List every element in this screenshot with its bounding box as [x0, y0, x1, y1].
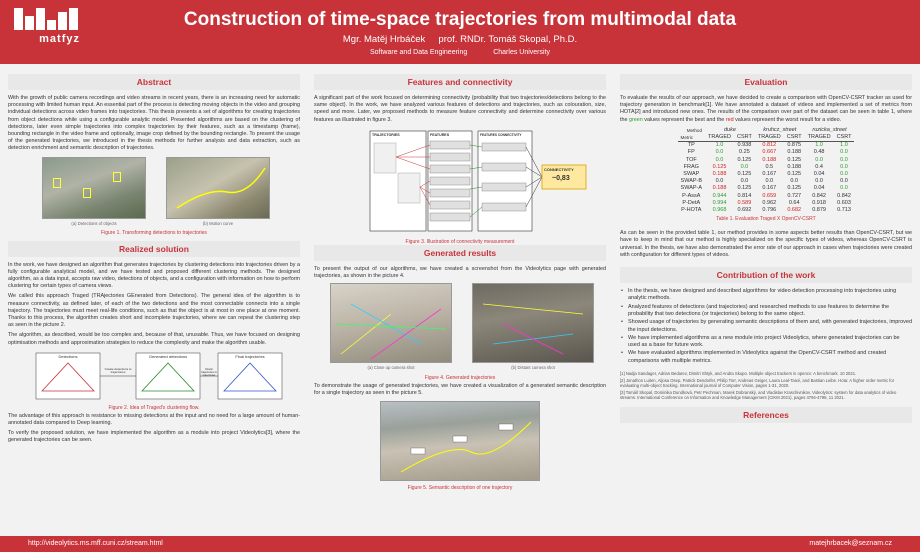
table-cell: 0.0: [840, 149, 848, 156]
realized-p1: In the work, we have designed an algorithm that generates trajectories by clustering detections into trajectories driven by a fully configurable analytical model, and we have tested and proposed different clustering methods. The designed algorithm, as a data input, accepts raw video, detections of objects, and a configuration with information on how to perform clustering for certain types of camera views.: [8, 261, 300, 290]
table-cell: 0.875: [787, 142, 802, 149]
table-metric-name: P-AssA: [682, 192, 701, 199]
subcaption-distant: (b) Distant camera shot: [511, 365, 555, 371]
table-cell: 0.04: [813, 185, 825, 192]
table-cell: 0.0: [765, 178, 774, 185]
table-row: [678, 171, 855, 178]
table-row: [678, 149, 855, 156]
table-cell: 0.0: [815, 156, 823, 163]
table-metric-name: FRAG: [683, 163, 699, 170]
table-cell: 0.0: [840, 185, 848, 192]
table-cell: 0.188: [712, 171, 727, 178]
reference-item: [1] Nadja Sandager, Adrian Bedarev, Dimitri Shtyk, and Andra Skupo. Multiple object trackers in opencv: A benchmark. 10 2021.: [620, 371, 857, 377]
list-item: • Analyzed features of detections (and trajectories) and researched methods to use features to determine the probability that two detections (or trajectories) belong to the same object.: [620, 304, 912, 319]
abstract-text: With the growth of public camera recordings and video streams in recent years, there is an increasing need for automatic processing with limited human input. An essential part of the process is detecting moving objects in the video and grouping individual detections across video frames into trajectories. This thesis presents a set of algorithms for creating trajectories from object detections while using a configurable analytic model. Presented algorithms are based on the clustering of detections, later even simple trajectories into complex trajectories by their features, such as a timestamp (frame), bounding rectangle in the video frame and optionally, image crop defined by the bounding rectangle. To present the usage of the generated trajectories, we introduced in the thesis methods for further analysis and data extraction, such as detection enrichment and semantic description of trajectories.: [8, 95, 300, 152]
diagram-features-conn-label: FEATURES CONNECTIVITY: [480, 132, 522, 137]
realized-p5: To verify the proposed solution, we have implemented the algorithm as a module into project Videolytics[3], where the generated trajectories can be seen.: [8, 430, 300, 444]
table-method-header: TRAGED: [757, 134, 781, 141]
table-cell: 0.125: [737, 156, 752, 163]
table-row: [678, 178, 855, 185]
table-cell: 0.125: [787, 171, 802, 178]
flow-label-detections: Detections: [58, 353, 78, 359]
table-cell: 0.188: [712, 185, 727, 192]
affiliation-univ: Charles University: [493, 49, 551, 56]
figure-4-caption: Figure 4. Generated trajectories: [424, 375, 496, 382]
table-cell: 0.659: [762, 192, 777, 199]
table-cell: 0.125: [737, 171, 752, 178]
diagram-connectivity-value: ~0,83: [552, 174, 570, 182]
table-cell: 0.968: [712, 207, 727, 214]
table-cell: 0.842: [812, 192, 826, 199]
reference-list: [620, 371, 912, 401]
realized-p4: The advantage of this approach is resistance to missing detections at the input and no need for a large amount of human-annotated data compared to Deep learning.: [8, 412, 300, 427]
table-metric-name: SWAP-A: [680, 185, 703, 192]
table-cell: 0.125: [787, 156, 802, 163]
table-method-header: CSRT: [836, 134, 852, 141]
table-cell: 0.0: [840, 178, 848, 185]
table-cell: 0.188: [787, 149, 802, 156]
table-cell: 0.603: [837, 199, 851, 206]
footer-email-link[interactable]: matejhrbacek@seznam.cz: [809, 540, 892, 547]
reference-item: [3] Tomáš Skopal, Dominika Dundková, Petr Pechman, Marek Dobranský, and Vladislav Kraschivnikov. Videolytics: system for data analytics of video streams. International Conference on Information and Knowledge Management (CIKM 2021), pages 4794-4798, 11 2021.: [620, 389, 897, 401]
table-cell: 0.0: [740, 178, 749, 185]
table-metric-name: SWAP: [683, 171, 700, 178]
list-item: • We have evaluated algorithms implemented in Videolytics against the OpenCV-CSRT method and created comparisons with multiple metrics.: [620, 350, 912, 365]
contribution-list: [620, 288, 912, 365]
poster-footer: [0, 536, 920, 552]
realized-p2: We called this approach Traged (TRAjectories GEnerated from Detections). The general idea of the algorithm is to measure connectivity, as defined later, of each of the two detections and the most connectable connects into a single trajectory. The trajectories must meet real-life conditions, such as that the object is at most in one place at one moment. Thanks to this process, the algorithm creates short and incomplete trajectories, where we can repeat the clustering step as seen in the picture 2.: [8, 293, 300, 329]
motion-curve-photo: [166, 157, 270, 219]
figure-5-caption: Figure 5. Semantic description of one trajectory: [407, 484, 513, 491]
table-method-header: TRAGED: [807, 134, 831, 141]
generated-p1: To present the output of our algorithms, we have created a screenshot from the Videolytics page with generated trajectories, as shown in the picture 4.: [314, 265, 606, 280]
table-cell: 0.0: [740, 163, 749, 170]
figure-2-caption: Figure 2. Idea of Traged's clustering flow.: [108, 404, 200, 411]
table-row: [678, 185, 855, 192]
table-header-videos: [678, 127, 855, 134]
figure-2: [8, 351, 300, 413]
table-metric-name: SWAP-B: [680, 178, 703, 185]
table-row: [678, 207, 855, 214]
table-method-header: CSRT: [786, 134, 802, 141]
table-cell: 0.589: [737, 199, 752, 206]
table-cell: 1.0: [815, 142, 823, 149]
table-metric-name: TP: [687, 142, 695, 149]
table-cell: 0.814: [737, 192, 752, 199]
table-video-header: ruzicka_street: [812, 126, 847, 133]
table-cell: 0.962: [762, 199, 777, 206]
table-cell: 0.48: [813, 149, 825, 156]
table-cell: 0.04: [813, 171, 825, 178]
table-cell: 0.188: [762, 156, 777, 163]
table-cell: 1.0: [840, 142, 848, 149]
closeup-trajectories-photo: [330, 283, 452, 363]
table-cell: 0.692: [737, 207, 752, 214]
table-cell: 1.0: [715, 142, 724, 149]
table-header-methods: [678, 134, 855, 142]
figure-4: [314, 283, 606, 383]
figure-1: [8, 157, 300, 235]
table-corner-metric: Metric: [680, 135, 694, 141]
realized-p3: The algorithm, as described, would be too complex and, because of that, unusable. Thus, we have focused on designing optimisation methods and approximation strategies to reduce the complexity and make the algorithm usable.: [8, 332, 300, 346]
column-middle: [314, 74, 606, 491]
table-cell: 0.125: [787, 185, 802, 192]
section-title-features: Features and connectivity: [314, 74, 606, 90]
table-cell: 0.0: [715, 149, 724, 156]
table-cell: 0.994: [712, 199, 727, 206]
section-title-evaluation: Evaluation: [620, 74, 912, 90]
column-left: [8, 74, 300, 445]
features-text: A significant part of the work focused on determining connectivity (probability that two trajectories/detections belong to the same object). In the work, we have analyzed various features of detections and trajectories, such as colouration, size, speed and more. Later, we proposed methods to measure feature connectivity and determine connectivity over various features as illustrated in figure 3.: [314, 95, 606, 123]
table-cell: 0.0: [840, 163, 848, 170]
distant-trajectories-photo: [472, 283, 594, 363]
table-cell: 0.25: [739, 149, 750, 156]
list-item: • Showed usage of trajectories by generating semantic descriptions of them and, with generated trajectories, improved the input detections.: [620, 319, 912, 334]
table-cell: 0.4: [815, 163, 823, 170]
section-title-abstract: Abstract: [8, 74, 300, 90]
table-cell: 0.842: [837, 192, 851, 199]
table-cell: 0.125: [712, 163, 727, 170]
section-title-realized: Realized solution: [8, 241, 300, 257]
footer-url-link[interactable]: http://videolytics.ms.mff.cuni.cz/stream.html: [28, 540, 163, 547]
authors: Mgr. Matěj Hrbáček prof. RNDr. Tomáš Skopal, Ph.D.: [342, 34, 578, 45]
affiliation-dept: Software and Data Engineering: [369, 49, 468, 56]
flow-arrow-cluster: Cluster trajectories to trajectories: [201, 367, 217, 377]
table-metric-name: TOF: [685, 156, 697, 163]
table-cell: 0.667: [762, 149, 777, 156]
table-cell: 0.938: [737, 142, 752, 149]
table-cell: 0.0: [715, 178, 724, 185]
evaluation-table: [678, 127, 855, 214]
reference-item: [2] Jonathon Luiten, Aljosa Osep, Patrick Dendorfer, Philip Torr, Andreas Geiger, Laura Leal-Taixé, and Bastian Leibe. Hota: A higher order metric for evaluating multi-object tracking. International journal of Computer Vision, pages 1-31, 2020.: [620, 377, 895, 389]
table-row: [678, 142, 855, 150]
evaluation-text: To evaluate the results of our approach, we have decided to create a comparison with OpenCV-CSRT tracker as used for trajectory generation in benchmark[1]. We have annotated a dataset of videos and implemented a set of metrics from HOTA[2] and introduced new ones. The results of the comparison over part of the dataset can be seen in table 1, where the green values represent the best and the red values represent the worst result for a video.: [620, 95, 912, 123]
table-video-header: kruhcz_street: [763, 126, 797, 133]
list-item: • We have implemented algorithms as a new module into project Videolytics, where generated trajectories can be used as a base for future work.: [620, 335, 912, 350]
table-1-caption: Table 1. Evaluation Traged X OpenCV-CSRT: [716, 216, 816, 223]
table-cell: 0.918: [812, 199, 826, 206]
table-cell: 0.0: [790, 178, 799, 185]
table-cell: 0.944: [712, 192, 727, 199]
affiliation: [0, 49, 920, 56]
table-cell: 0.713: [837, 207, 851, 214]
subcaption-motion: (b) Motion curve: [202, 220, 234, 226]
figure-3: [314, 127, 606, 245]
table-row: [678, 193, 855, 200]
table-cell: 0.682: [787, 207, 802, 214]
table-cell: 0.125: [737, 185, 752, 192]
table-video-header: duke: [723, 126, 736, 133]
poster-header: [0, 0, 920, 64]
evaluation-text-2: As can be seen in the provided table 1, our method provides in some aspects better results than OpenCV-CSRT, but we have to keep in mind that our method is highly specialized on the specific types of videos, whereas OpenCV-CSRT is universal. In the thesis, we have also demonstrated the error rate of our approach in cases when trajectories were created with configuration for different types of videos.: [620, 230, 912, 258]
diagram-features-label: FEATURES: [430, 132, 450, 137]
table-cell: 0.727: [787, 192, 802, 199]
figure-3-caption: Figure 3. Illustration of connectivity measurement: [405, 238, 515, 245]
table-method-header: TRAGED: [708, 134, 731, 141]
table-cell: 0.796: [762, 207, 777, 214]
list-item: • In the thesis, we have designed and described algorithms for video detection processing into trajectories using analytic methods.: [620, 288, 912, 303]
section-title-contribution: Contribution of the work: [620, 267, 912, 283]
table-corner-method: Method: [686, 127, 703, 133]
logo-text: matfyz: [39, 33, 80, 45]
table-cell: 0.167: [762, 185, 777, 192]
table-row: [678, 157, 855, 164]
table-metric-name: P-HOTA: [681, 207, 702, 214]
figure-5: [314, 401, 606, 491]
figure-1-caption: Figure 1. Transforming detections to trajectories: [101, 229, 207, 236]
subcaption-closeup: (a) Close up camera shot: [367, 365, 415, 371]
diagram-trajectories-label: TRAJECTORIES: [372, 132, 400, 137]
poster-title: Construction of time-space trajectories from multimodal data: [183, 9, 737, 30]
table-cell: 0.5: [765, 163, 774, 170]
detections-photo: [42, 157, 146, 219]
table-cell: 0.167: [762, 171, 777, 178]
flow-label-final: Final trajectories: [235, 353, 265, 359]
table-cell: 0.812: [762, 142, 777, 149]
section-title-references: References: [620, 407, 912, 423]
table-cell: 0.879: [812, 207, 826, 214]
section-title-generated: Generated results: [314, 245, 606, 261]
table-cell: 0.188: [787, 163, 802, 170]
flow-arrow-create: Create detections to trajectories: [104, 366, 132, 375]
table-row: [678, 164, 855, 171]
semantic-description-photo: [380, 401, 540, 481]
flow-label-generated: Generated detections: [148, 353, 188, 359]
subcaption-detections: (a) Detections of objects: [71, 220, 117, 226]
table-metric-name: FP: [687, 149, 695, 156]
table-cell: 0.0: [840, 156, 848, 163]
table-cell: 0.0: [715, 156, 724, 163]
table-metric-name: P-DetA: [682, 199, 701, 206]
table-cell: 0.0: [840, 171, 848, 178]
column-right: [620, 74, 912, 428]
table-method-header: CSRT: [736, 134, 752, 141]
table-row: [678, 200, 855, 207]
generated-p2: To demonstrate the usage of generated trajectories, we have created a visualization of a generated semantic description for a single trajectory as seen in the picture 5.: [314, 383, 606, 397]
diagram-connectivity-label: CONNECTIVITY: [544, 166, 574, 172]
table-cell: 0.64: [788, 199, 800, 206]
table-cell: 0.0: [815, 178, 823, 185]
